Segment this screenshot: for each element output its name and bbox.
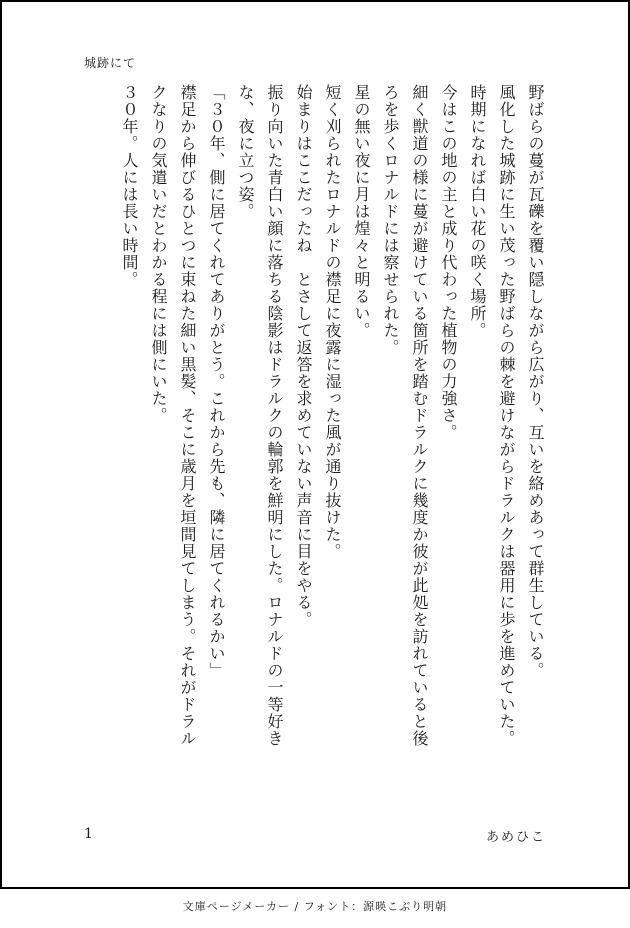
text-line: 風化した城跡に生い茂った野ばらの棘を避けながらドラルクは器用に歩を進めていた。	[497, 84, 516, 747]
page-number: 1	[84, 826, 93, 842]
text-line: 「３０年、側に居てくれてありがとう。これから先も、隣に居てくれるかい」	[207, 84, 226, 679]
text-line: な、夜に立つ姿。	[236, 84, 255, 220]
text-line: 時期になれば白い花の咲く場所。	[468, 84, 487, 339]
text-line: 野ばらの蔓が瓦礫を覆い隠しながら広がり、互いを絡めあって群生している。	[526, 84, 545, 679]
text-line: ろを歩くロナルドには察せられた。	[381, 84, 400, 356]
text-line: 始まりはここだったね とさして返答を求めていない声音に目をやる。	[294, 84, 313, 628]
vertical-body-text	[115, 84, 550, 804]
text-line: クなりの気遣いだとわかる程には側にいた。	[149, 84, 168, 424]
text-line: 振り向いた青白い顔に落ちる陰影はドラルクの輪郭を鮮明にした。ロナルドの一等好き	[265, 84, 284, 747]
text-line: 星の無い夜に月は煌々と明るい。	[352, 84, 371, 339]
text-line: ３０年。人には長い時間。	[120, 84, 139, 288]
text-line: 今はこの地の主と成り代わった植物の力強さ。	[439, 84, 458, 441]
text-line: 襟足から伸びるひとつに束ねた細い黒髪、そこに歳月を垣間見てしまう。それがドラル	[178, 84, 197, 747]
text-line: 短く刈られたロナルドの襟足に夜露に湿った風が通り抜けた。	[323, 84, 342, 560]
page-header-title: 城跡にて	[84, 56, 137, 70]
credit-footer: 文庫ページメーカー / フォント：源暎こぶり明朝	[182, 900, 448, 913]
author-name: あめひこ	[485, 830, 546, 845]
text-line: 細く獣道の様に蔓が避けている箇所を踏むドラルクに幾度か彼が此処を訪れていると後	[410, 84, 429, 747]
